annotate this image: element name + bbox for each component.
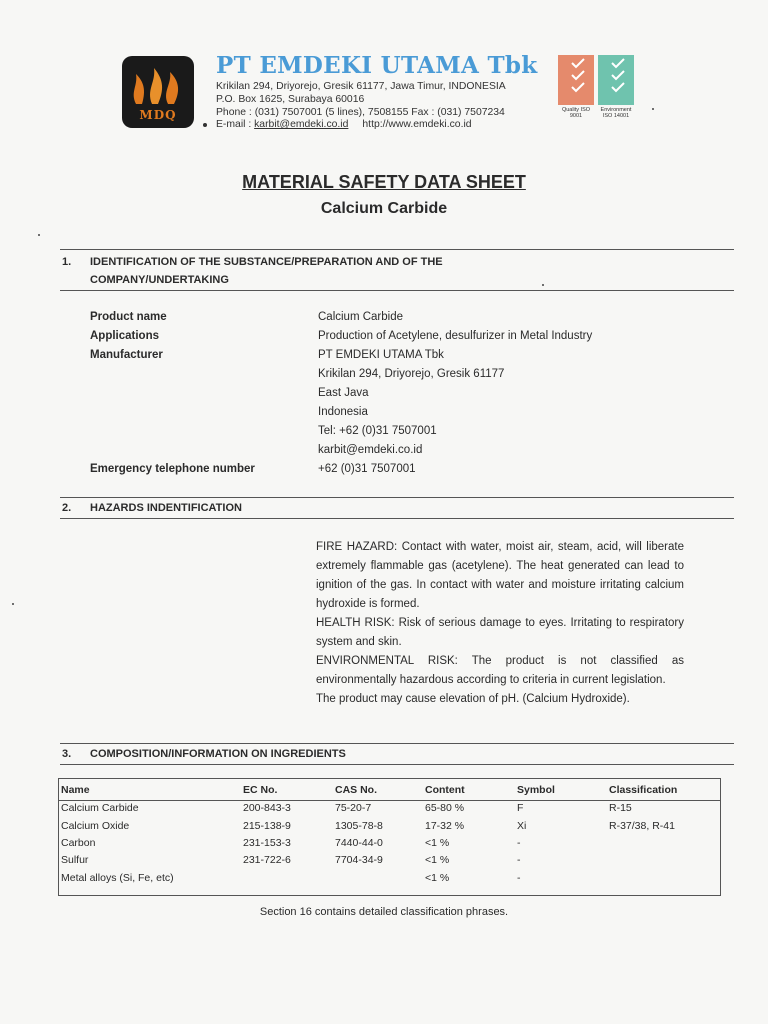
manufacturer-label: Manufacturer bbox=[90, 349, 163, 361]
company-logo bbox=[122, 56, 194, 128]
quality-cert-label: Quality ISO 9001 bbox=[561, 107, 591, 119]
applications-label: Applications bbox=[90, 330, 160, 342]
column-header-cas: CAS No. bbox=[335, 784, 377, 796]
manufacturer-line: karbit@emdeki.co.id bbox=[318, 444, 423, 456]
divider bbox=[60, 249, 734, 250]
divider bbox=[60, 764, 734, 765]
table-cell: Metal alloys (Si, Fe, etc) bbox=[61, 872, 174, 884]
table-cell: F bbox=[517, 802, 524, 814]
table-cell: <1 % bbox=[425, 837, 450, 849]
table-cell: Calcium Carbide bbox=[61, 802, 139, 814]
table-cell: <1 % bbox=[425, 854, 450, 866]
section-3-number: 3. bbox=[62, 748, 72, 760]
table-cell: 7704-34-9 bbox=[335, 854, 383, 866]
table-cell: 75-20-7 bbox=[335, 802, 372, 814]
table-cell: Sulfur bbox=[61, 854, 89, 866]
document-title: MATERIAL SAFETY DATA SHEET bbox=[242, 172, 526, 192]
table-cell: 231-722-6 bbox=[243, 854, 291, 866]
scan-speck bbox=[652, 108, 654, 110]
table-cell: Xi bbox=[517, 820, 527, 832]
scan-speck bbox=[12, 603, 14, 605]
bullet-dot bbox=[203, 123, 207, 127]
environment-cert-badge bbox=[598, 55, 634, 105]
divider bbox=[60, 743, 734, 744]
table-cell: 7440-44-0 bbox=[335, 837, 383, 849]
scan-speck bbox=[38, 234, 40, 236]
table-cell: - bbox=[517, 854, 521, 866]
company-po-box: P.O. Box 1625, Surabaya 60016 bbox=[216, 94, 365, 105]
column-header-ec: EC No. bbox=[243, 784, 278, 796]
section-1-number: 1. bbox=[62, 256, 72, 268]
company-contact-line bbox=[216, 119, 472, 130]
table-cell: 215-138-9 bbox=[243, 820, 291, 832]
table-cell: - bbox=[517, 872, 521, 884]
environmental-risk-paragraph: ENVIRONMENTAL RISK: The product is not classified as environmentally hazardous according to criteria in current legislation. bbox=[316, 655, 684, 686]
hazard-text bbox=[316, 538, 684, 709]
emergency-phone-label: Emergency telephone number bbox=[90, 463, 255, 475]
manufacturer-line: East Java bbox=[318, 387, 369, 399]
section-3-title: COMPOSITION/INFORMATION ON INGREDIENTS bbox=[90, 748, 346, 760]
website-link[interactable]: http://www.emdeki.co.id bbox=[362, 119, 472, 130]
manufacturer-line: Indonesia bbox=[318, 406, 368, 418]
checkmark-icon bbox=[558, 55, 594, 105]
fire-hazard-paragraph: FIRE HAZARD: Contact with water, moist air, steam, acid, will liberate extremely flammable gas (acetylene). The heat generated can lead to ignition of the gas. In contact with water and moisture irritating calcium hydroxide is formed. bbox=[316, 541, 684, 610]
manufacturer-line: Krikilan 294, Driyorejo, Gresik 61177 bbox=[318, 368, 505, 380]
column-header-name: Name bbox=[61, 784, 90, 796]
table-cell: Carbon bbox=[61, 837, 96, 849]
email-link[interactable]: karbit@emdeki.co.id bbox=[254, 119, 349, 130]
flame-icon bbox=[122, 56, 194, 116]
ph-note-paragraph: The product may cause elevation of pH. (Calcium Hydroxide). bbox=[316, 693, 630, 705]
table-cell: 65-80 % bbox=[425, 802, 465, 814]
section-1-title-line1: IDENTIFICATION OF THE SUBSTANCE/PREPARATION AND OF THE bbox=[90, 256, 443, 268]
table-cell: 200-843-3 bbox=[243, 802, 291, 814]
ingredients-table bbox=[58, 778, 721, 896]
quality-cert-badge bbox=[558, 55, 594, 105]
document-subtitle: Calcium Carbide bbox=[320, 200, 448, 217]
product-name-label: Product name bbox=[90, 311, 167, 323]
table-cell: R-37/38, R-41 bbox=[609, 820, 675, 832]
section-2-title: HAZARDS INDENTIFICATION bbox=[90, 502, 242, 514]
applications-value: Production of Acetylene, desulfurizer in Metal Industry bbox=[318, 330, 593, 342]
table-cell: 1305-78-8 bbox=[335, 820, 383, 832]
column-header-symbol: Symbol bbox=[517, 784, 555, 796]
table-cell: - bbox=[517, 837, 521, 849]
table-cell: 17-32 % bbox=[425, 820, 465, 832]
table-cell: R-15 bbox=[609, 802, 632, 814]
divider bbox=[60, 518, 734, 519]
email-label: E-mail : bbox=[216, 119, 255, 130]
table-cell: 231-153-3 bbox=[243, 837, 291, 849]
column-header-classification: Classification bbox=[609, 784, 678, 796]
section-2-number: 2. bbox=[62, 502, 72, 514]
table-cell: Calcium Oxide bbox=[61, 820, 130, 832]
company-address: Krikilan 294, Driyorejo, Gresik 61177, Jawa Timur, INDONESIA bbox=[216, 81, 506, 92]
company-phone: Phone : (031) 7507001 (5 lines), 7508155 Fax : (031) 7507234 bbox=[216, 107, 505, 118]
divider bbox=[60, 290, 734, 291]
logo-text: MDQ bbox=[139, 108, 177, 122]
company-name: PT EMDEKI UTAMA Tbk bbox=[216, 52, 538, 79]
classification-note: Section 16 contains detailed classification phrases. bbox=[259, 906, 509, 918]
section-1-title-line2: COMPANY/UNDERTAKING bbox=[90, 274, 229, 286]
divider bbox=[60, 497, 734, 498]
emergency-phone-value: +62 (0)31 7507001 bbox=[318, 463, 416, 475]
manufacturer-line: Tel: +62 (0)31 7507001 bbox=[318, 425, 437, 437]
scan-speck bbox=[542, 284, 544, 286]
product-name-value: Calcium Carbide bbox=[318, 311, 404, 323]
column-header-content: Content bbox=[425, 784, 465, 796]
environment-cert-label: Environment ISO 14001 bbox=[600, 107, 632, 119]
table-header-divider bbox=[59, 800, 720, 801]
checkmark-icon bbox=[598, 55, 634, 105]
health-risk-paragraph: HEALTH RISK: Risk of serious damage to eyes. Irritating to respiratory system and skin. bbox=[316, 617, 684, 648]
manufacturer-line: PT EMDEKI UTAMA Tbk bbox=[318, 349, 444, 361]
table-cell: <1 % bbox=[425, 872, 450, 884]
